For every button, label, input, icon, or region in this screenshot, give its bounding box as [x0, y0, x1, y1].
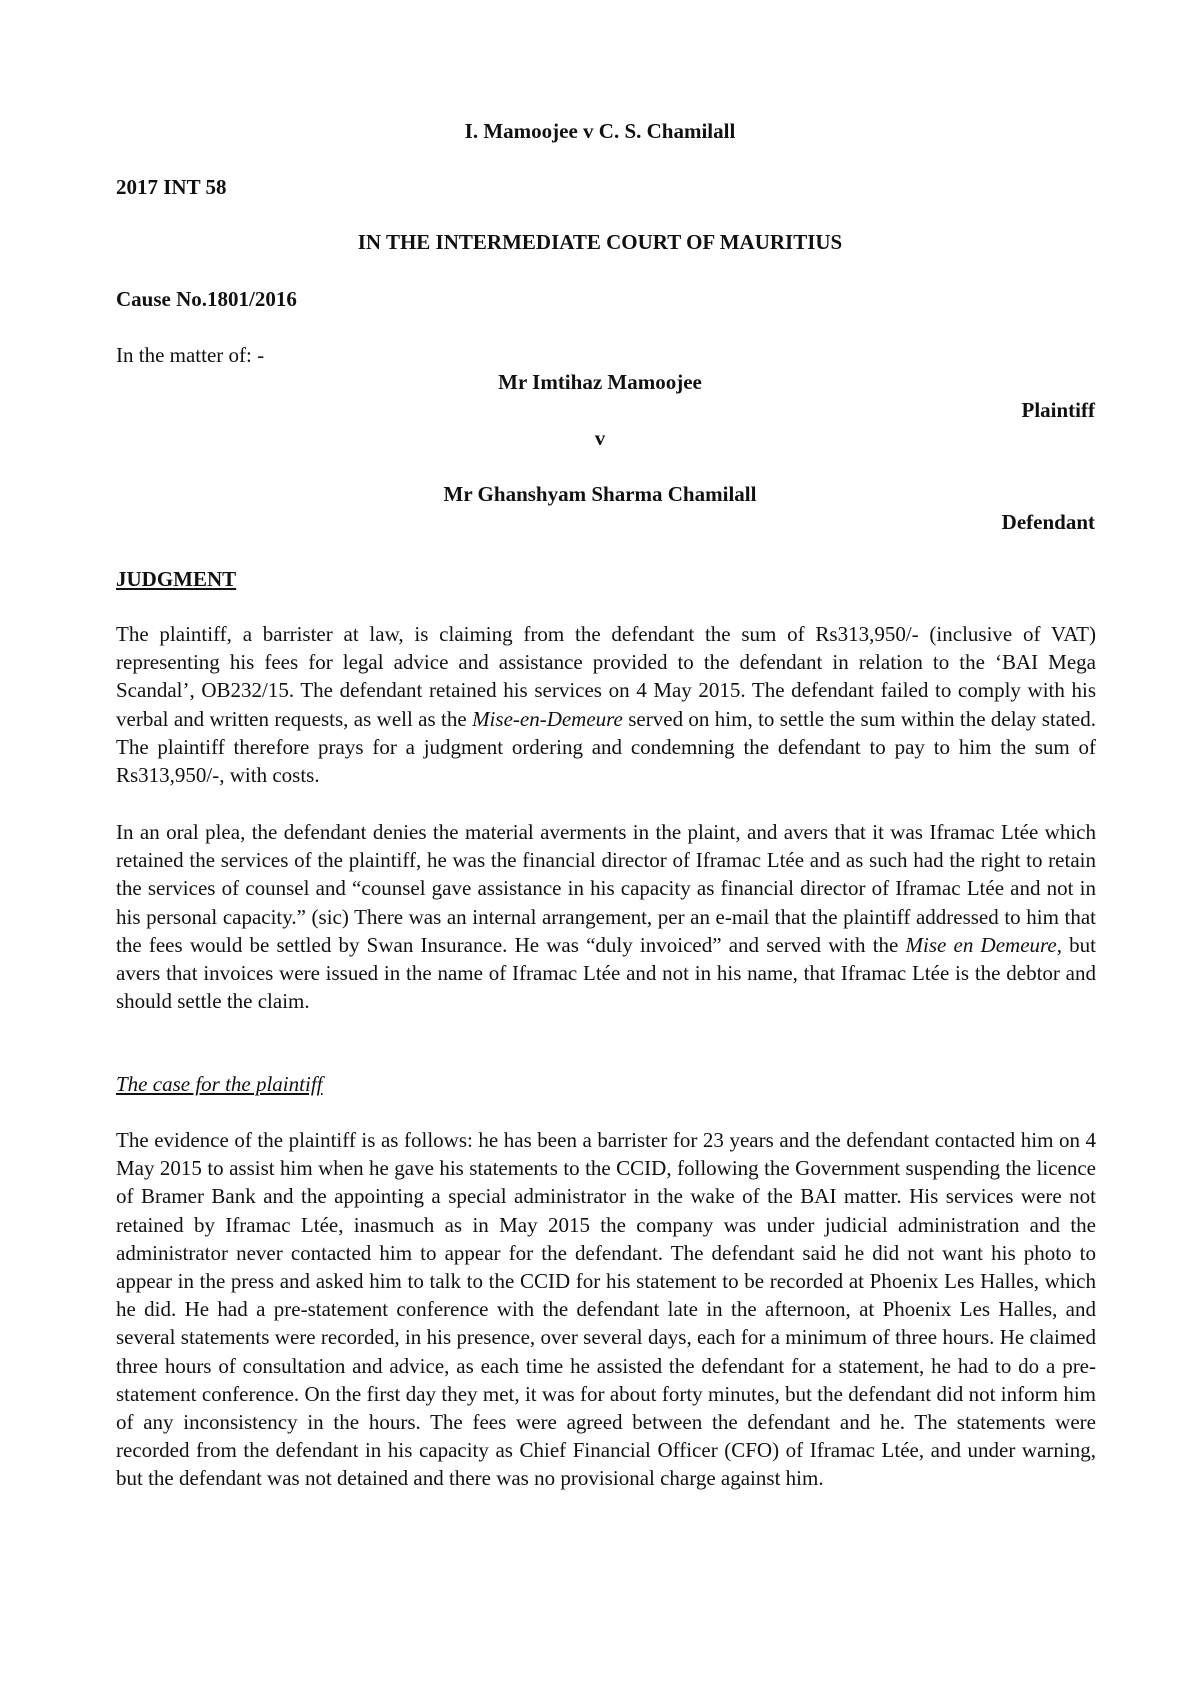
plaintiff-name: Mr Imtihaz Mamoojee [498, 370, 702, 394]
paragraph-claim [116, 620, 1096, 789]
paragraph-claim-part-a: The plaintiff, a barrister at law, is claiming from the defendant the sum of Rs313,950/- (inclusive of VAT) representing his fees for legal advice and assistance provided to the defendant in relation to the ‘BAI Mega Scandal’, OB232/15. The defendant retained his services on 4 May 2015. The defendant failed to comply with his verbal and written requests, as well as the [116, 622, 1096, 731]
plaintiff-role: Plaintiff [1021, 398, 1095, 422]
case-title: I. Mamoojee v C. S. Chamilall [464, 119, 736, 143]
section-heading: The case for the plaintiff [116, 1072, 323, 1096]
defendant-name: Mr Ghanshyam Sharma Chamilall [443, 482, 757, 506]
paragraph-plea-italic: Mise en Demeure [905, 932, 1057, 957]
judgment-heading: JUDGMENT [116, 567, 237, 591]
citation: 2017 INT 58 [116, 175, 227, 199]
court-name: IN THE INTERMEDIATE COURT OF MAURITIUS [357, 230, 843, 254]
paragraph-plea [116, 818, 1096, 1015]
versus: v [594, 426, 606, 450]
cause-number: Cause No.1801/2016 [116, 287, 297, 311]
paragraph-claim-italic: Mise-en-Demeure [472, 706, 623, 731]
paragraph-evidence: The evidence of the plaintiff is as follows: he has been a barrister for 23 years and the defendant contacted him on 4 May 2015 to assist him when he gave his statements to the CCID, following the Government suspending the licence of Bramer Bank and the appointing a special administrator in the wake of the BAI matter. His services were not retained by Iframac Ltée, inasmuch as in May 2015 the company was under judicial administration and the administrator never contacted him to appear for the defendant. The defendant said he did not want his photo to appear in the press and asked him to talk to the CCID for his statement to be recorded at Phoenix Les Halles, which he did. He had a pre-statement conference with the defendant late in the afternoon, at Phoenix Les Halles, and several statements were recorded, in his presence, over several days, each for a minimum of three hours. He claimed three hours of consultation and advice, as each time he assisted the defendant for a statement, he had to do a pre-statement conference. On the first day they met, it was for about forty minutes, but the defendant did not inform him of any inconsistency in the hours. The fees were agreed between the defendant and he. The statements were recorded from the defendant in his capacity as Chief Financial Officer (CFO) of Iframac Ltée, and under warning, but the defendant was not detained and there was no provisional charge against him. [116, 1128, 1096, 1491]
paragraph-plea-part-b: , but avers that invoices were issued in the name of Iframac Ltée and not in his name, that Iframac Ltée is the debtor and should settle the claim. [116, 932, 1096, 1014]
paragraph-plea-part-a: In an oral plea, the defendant denies the material averments in the plaint, and avers that it was Iframac Ltée which retained the services of the plaintiff, he was the financial director of Iframac Ltée and as such had the right to retain the services of counsel and “counsel gave assistance in his capacity as financial director of Iframac Ltée and not in his personal capacity.” (sic) There was an internal arrangement, per an e-mail that the plaintiff addressed to him that the fees would be settled by Swan Insurance. He was “duly invoiced” and served with the [116, 820, 1096, 957]
defendant-role: Defendant [1001, 510, 1095, 534]
in-the-matter-of: In the matter of: - [116, 343, 265, 367]
paragraph-claim-part-b: served on him, to settle the sum within the delay stated. The plaintiff therefore prays for a judgment ordering and condemning the defendant to pay to him the sum of Rs313,950/-, with costs. [116, 706, 1096, 788]
